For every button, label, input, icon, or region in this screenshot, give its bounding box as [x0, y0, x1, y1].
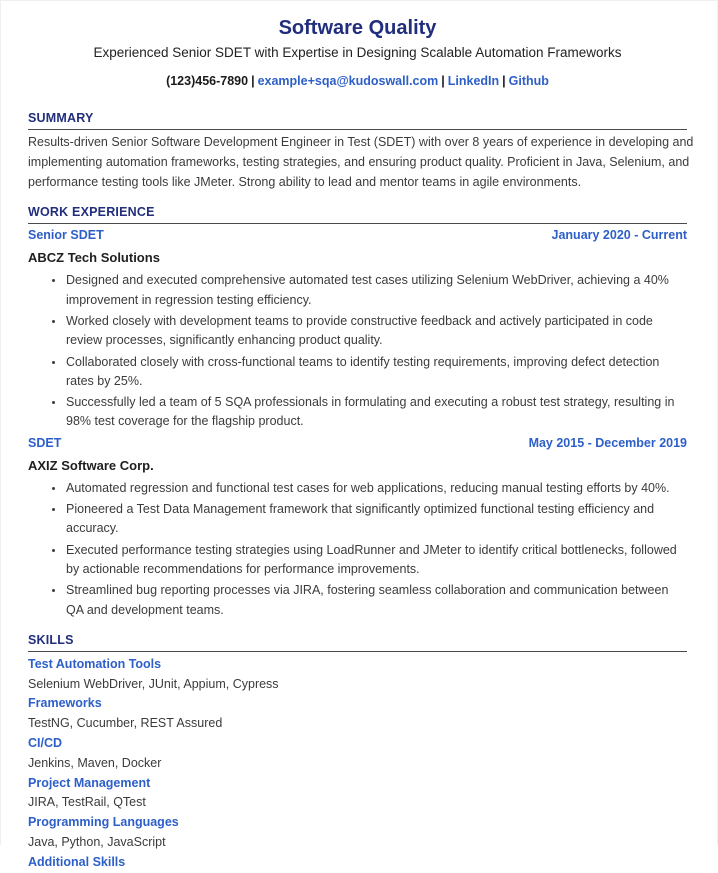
job-title: Senior SDET	[28, 228, 104, 243]
skill-category-items: Selenium WebDriver, JUnit, Appium, Cypress	[28, 676, 279, 691]
skill-category-items: TestNG, Cucumber, REST Assured	[28, 716, 223, 731]
page-subtitle: Experienced Senior SDET with Expertise in Designing Scalable Automation Frameworks	[93, 45, 622, 60]
linkedin-link[interactable]: LinkedIn	[447, 74, 500, 88]
job-header	[28, 435, 687, 452]
job-header	[28, 227, 687, 244]
work-experience-section	[28, 205, 687, 619]
job-bullet: • Worked closely with development teams to provide constructive feedback and actively participated in code review processes, significantly enhancing product quality.	[65, 312, 687, 351]
skills-list	[28, 655, 687, 873]
contact-separator: |	[251, 74, 255, 88]
job-bullet: • Pioneered a Test Data Management framework that significantly optimized functional testing efficiency and accuracy.	[65, 500, 687, 539]
summary-heading: SUMMARY	[28, 111, 687, 130]
summary-text: Results-driven Senior Software Development Engineer in Test (SDET) with over 8 years of experience in developing and implementing automation frameworks, testing strategies, and ensuring product quality. Proficient in Java, Selenium, and performance testing tools like JMeter. Strong ability to lead and mentor teams in agile environments.	[28, 135, 694, 189]
skill-category-label: Programming Languages	[28, 815, 179, 830]
skills-heading: SKILLS	[28, 633, 687, 652]
job-bullet-list	[28, 271, 687, 431]
skill-category-label: Additional Skills	[28, 854, 126, 869]
job-dates: January 2020 - Current	[551, 228, 687, 243]
skills-section	[28, 633, 687, 873]
skill-category-label: CI/CD	[28, 736, 63, 751]
job-entry	[28, 227, 687, 431]
job-bullet: • Executed performance testing strategies using LoadRunner and JMeter to identify critical bottlenecks, followed by actionable recommendations for performance improvements.	[65, 541, 687, 580]
job-bullet: • Collaborated closely with cross-functional teams to identify testing requirements, improving defect detection rates by 25%.	[65, 353, 687, 392]
job-company: AXIZ Software Corp.	[28, 457, 154, 473]
job-bullet: • Streamlined bug reporting processes via JIRA, fostering seamless collaboration and communication between QA and development teams.	[65, 581, 687, 620]
email-link[interactable]: example+sqa@kudoswall.com	[257, 74, 439, 88]
job-bullet: • Automated regression and functional test cases for web applications, reducing manual testing efforts by 40%.	[65, 479, 687, 498]
job-bullet: • Designed and executed comprehensive automated test cases utilizing Selenium WebDriver, achieving a 40% improvement in regression testing efficiency.	[65, 271, 687, 310]
skill-category-items: Java, Python, JavaScript	[28, 835, 166, 850]
github-link[interactable]: Github	[508, 74, 549, 88]
skill-category-label: Test Automation Tools	[28, 656, 162, 671]
skill-category-label: Frameworks	[28, 696, 102, 711]
work-experience-heading: WORK EXPERIENCE	[28, 205, 687, 224]
job-title: SDET	[28, 435, 62, 450]
page-title: Software Quality	[278, 17, 437, 39]
skill-category-items: JIRA, TestRail, QTest	[28, 795, 146, 810]
job-bullet: • Successfully led a team of 5 SQA professionals in formulating and executing a robust test strategy, resulting in 98% test coverage for the flagship product.	[65, 393, 687, 432]
job-bullet-list	[28, 479, 687, 620]
contact-line	[28, 73, 687, 90]
resume-header	[28, 15, 687, 90]
summary-section	[28, 111, 694, 192]
skill-category-items: Jenkins, Maven, Docker	[28, 755, 162, 770]
contact-separator: |	[441, 74, 445, 88]
phone-number: (123)456-7890	[166, 74, 249, 88]
skill-category-label: Project Management	[28, 775, 151, 790]
job-company: ABCZ Tech Solutions	[28, 250, 160, 266]
job-dates: May 2015 - December 2019	[528, 435, 687, 450]
contact-separator: |	[502, 74, 506, 88]
job-entry	[28, 435, 687, 620]
